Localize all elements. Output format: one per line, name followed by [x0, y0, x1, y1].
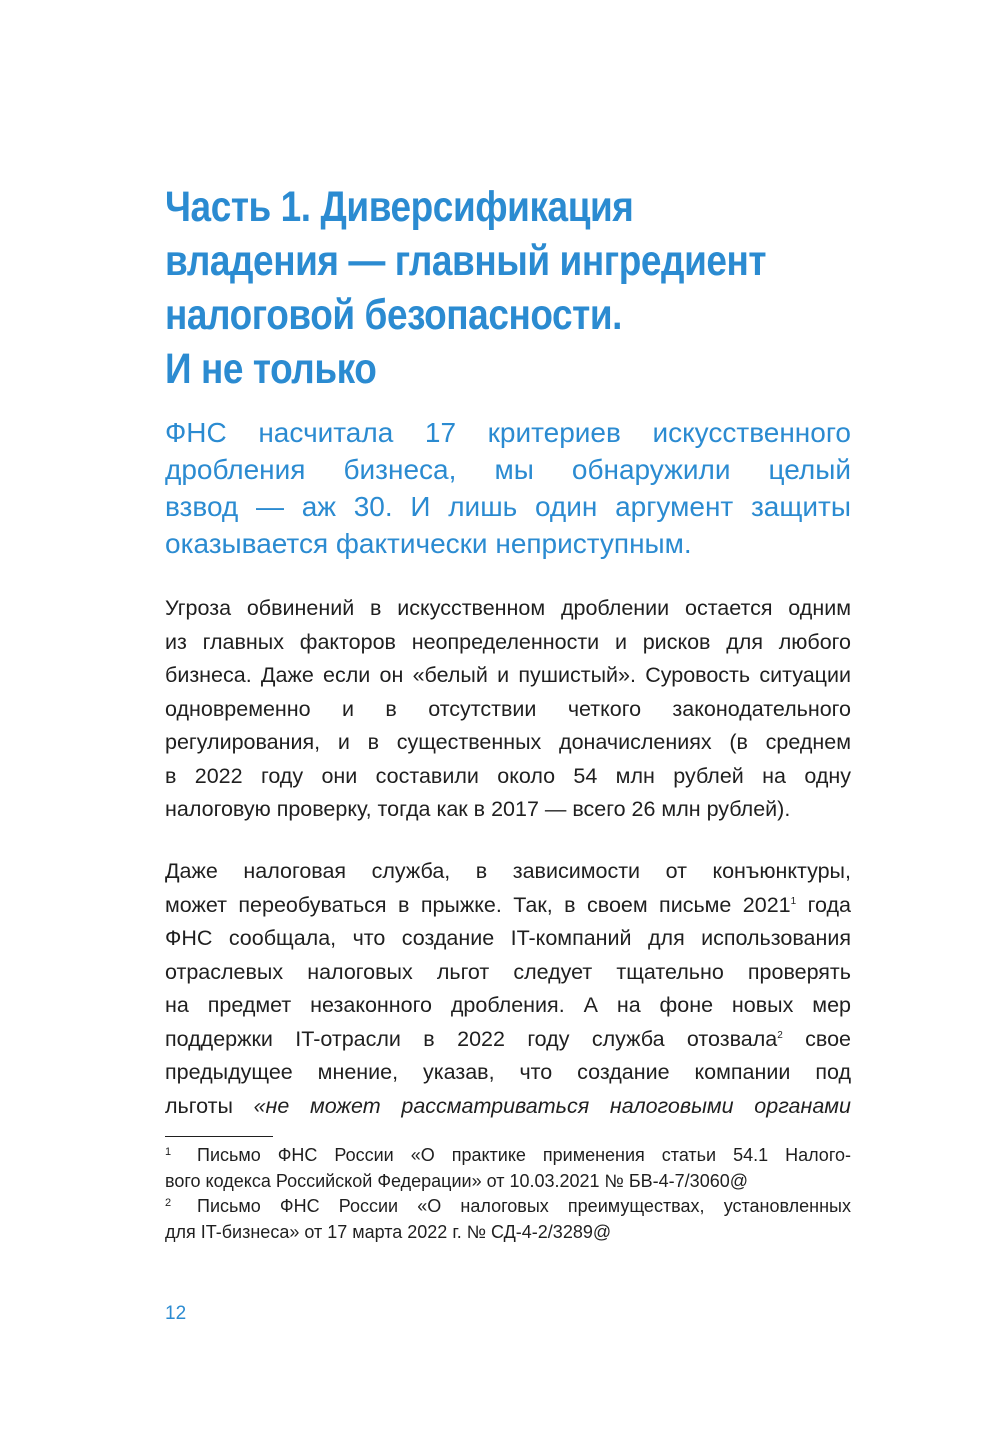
paragraph-line: ФНС сообщала, что создание IT-компаний для использования	[165, 926, 851, 950]
footnote-ref-2[interactable]: 2	[777, 1029, 783, 1041]
text-segment: может переобуваться в прыжке. Так, в своем письме 2021	[165, 892, 791, 917]
paragraph-line	[165, 1090, 851, 1124]
footnote-1	[165, 1143, 851, 1194]
text-segment: льготы	[165, 1093, 254, 1118]
footnote-divider	[165, 1136, 273, 1137]
footnote-number: 2	[165, 1197, 172, 1209]
paragraph-line	[165, 889, 851, 923]
paragraph-line: из главных факторов неопределенности и рисков для любого	[165, 629, 851, 654]
lead-paragraph	[165, 414, 851, 562]
heading-line: И не только	[165, 345, 377, 393]
paragraph-line: одновременно и в отсутствии четкого законодательного	[165, 696, 851, 721]
footnote-line: для IT-бизнеса» от 17 марта 2022 г. № СД-4-2/3289@	[165, 1221, 612, 1242]
paragraph-line: Даже налоговая служба, в зависимости от конъюнктуры,	[165, 859, 851, 883]
lead-line: ФНС насчитала 17 критериев искусственного	[165, 417, 851, 448]
text-segment: поддержки IT-отрасли в 2022 году служба отозвала	[165, 1026, 778, 1051]
footnote-ref-1[interactable]: 1	[790, 895, 797, 907]
footnote-line: Письмо ФНС России «О налоговых преимуществах, установленных	[197, 1196, 851, 1216]
heading-line: налоговой безопасности.	[165, 291, 623, 339]
footnote-line: вого кодекса Российской Федерации» от 10.03.2021 № БВ-4-7/3060@	[165, 1170, 748, 1191]
chapter-heading	[165, 180, 853, 396]
body-paragraph-1	[165, 592, 851, 827]
paragraph-line: регулирования, и в существенных доначислениях (в среднем	[165, 730, 851, 754]
text-segment: свое	[782, 1026, 852, 1051]
lead-line: взвод — аж 30. И лишь один аргумент защиты	[165, 491, 851, 522]
footnote-line: Письмо ФНС России «О практике применения статьи 54.1 Налого-	[197, 1145, 851, 1165]
lead-line: оказывается фактически неприступным.	[165, 528, 692, 559]
body-paragraph-2	[165, 855, 851, 1123]
footnote-2	[165, 1194, 851, 1245]
paragraph-line: отраслевых налоговых льгот следует тщательно проверять	[165, 959, 851, 984]
paragraph-line: предыдущее мнение, указав, что создание компании под	[165, 1060, 851, 1084]
paragraph-line: на предмет незаконного дробления. А на фоне новых мер	[165, 993, 851, 1017]
heading-line: владения — главный ингредиент	[165, 237, 767, 285]
paragraph-line	[165, 1023, 851, 1057]
page-number: 12	[165, 1303, 187, 1324]
lead-line: дробления бизнеса, мы обнаружили целый	[165, 454, 851, 485]
footnote-number: 1	[165, 1146, 172, 1158]
text-segment: года	[796, 892, 851, 917]
paragraph-line: Угроза обвинений в искусственном дроблении остается одним	[165, 596, 851, 620]
footnotes	[165, 1143, 851, 1245]
quote-italic: «не может рассматриваться налоговыми органами	[253, 1093, 851, 1118]
paragraph-line: в 2022 году они составили около 54 млн рублей на одну	[165, 763, 851, 788]
heading-line: Часть 1. Диверсификация	[165, 183, 634, 231]
paragraph-line: бизнеса. Даже если он «белый и пушистый». Суровость ситуации	[165, 663, 851, 687]
paragraph-line: налоговую проверку, тогда как в 2017 — всего 26 млн рублей).	[165, 797, 791, 821]
